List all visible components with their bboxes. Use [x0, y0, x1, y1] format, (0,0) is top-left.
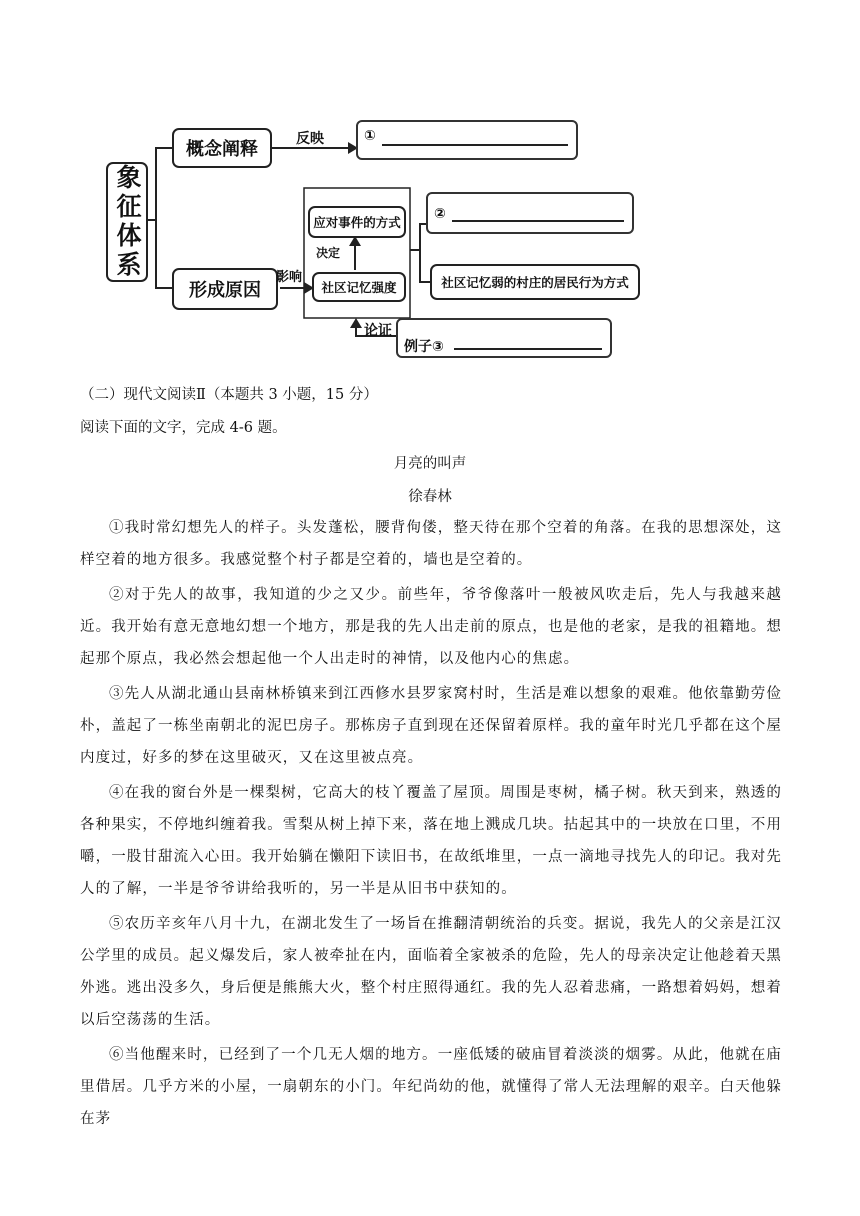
answer-blank-1[interactable] — [356, 120, 578, 160]
section-heading: （二）现代文阅读Ⅱ（本题共 3 小题，15 分） — [80, 387, 378, 403]
blank-3-marker: 例子③ — [404, 339, 444, 355]
paragraph-2: ②对于先人的故事，我知道的少之又少。前些年，爷爷像落叶一般被风吹走后，先人与我越来越近。我开始有意无意地幻想一个地方，那是我的先人出走前的原点，也是他的老家，是我的祖籍地。想起那个原点，我必然会想起他一个人出走时的神情，以及他内心的焦虑。 — [80, 587, 782, 667]
blank-2-marker: ② — [434, 206, 446, 222]
edge-reflect-label: 反映 — [296, 131, 324, 147]
paragraph-5: ⑤农历辛亥年八月十九，在湖北发生了一场旨在推翻清朝统治的兵变。据说，我先人的父亲是江汉公学里的成员。起义爆发后，家人被牵扯在内，面临着全家被杀的危险，先人的母亲决定让他趁着天黑外逃。逃出没多久，身后便是熊熊大火，整个村庄照得通红。我的先人忍着悲痛，一路想着妈妈，想着以后空荡荡的生活。 — [80, 916, 782, 1028]
root-label: 象征体系 — [113, 164, 142, 280]
weak-memory-behavior-box — [430, 264, 640, 300]
blank-2-line — [452, 220, 624, 222]
response-way-label: 应对事件的方式 — [313, 215, 401, 230]
article-author: 徐春林 — [408, 489, 452, 505]
branch-cause-box — [172, 268, 278, 310]
branch-concept-box — [172, 128, 272, 168]
blank-1-line — [382, 144, 568, 146]
concept-diagram — [0, 0, 860, 375]
article-title: 月亮的叫声 — [393, 456, 467, 472]
root-box — [106, 162, 148, 282]
weak-memory-behavior-label: 社区记忆弱的村庄的居民行为方式 — [441, 275, 629, 290]
memory-strength-label: 社区记忆强度 — [321, 280, 397, 295]
article-body — [80, 512, 782, 1135]
paragraph-6: ⑥当他醒来时，已经到了一个几无人烟的地方。一座低矮的破庙冒着淡淡的烟雾。从此，他就在庙里借居。几乎方米的小屋，一扇朝东的小门。年纪尚幼的他，就懂得了常人无法理解的艰辛。白天他躲在茅 — [80, 1047, 782, 1127]
edge-decide-label: 决定 — [316, 246, 341, 260]
answer-blank-3[interactable] — [396, 318, 612, 358]
paragraph-4: ④在我的窗台外是一棵梨树，它高大的枝丫覆盖了屋顶。周围是枣树，橘子树。秋天到来，熟透的各种果实，不停地纠缠着我。雪梨从树上掉下来，落在地上溅成几块。拈起其中的一块放在口里，不用嚼，一股甘甜流入心田。我开始躺在懒阳下读旧书，在故纸堆里，一点一滴地寻找先人的印记。我对先人的了解，一半是爷爷讲给我听的，另一半是从旧书中获知的。 — [80, 785, 782, 897]
edge-prove-label: 论证 — [364, 323, 392, 339]
blank-1-marker: ① — [364, 128, 376, 144]
memory-strength-box — [312, 272, 406, 302]
answer-blank-2[interactable] — [426, 192, 634, 234]
paragraph-1: ①我时常幻想先人的样子。头发蓬松，腰背佝偻，整天待在那个空着的角落。在我的思想深处，这样空着的地方很多。我感觉整个村子都是空着的，墙也是空着的。 — [80, 520, 782, 568]
section-instruction: 阅读下面的文字，完成 4-6 题。 — [80, 420, 287, 436]
paragraph-3: ③先人从湖北通山县南林桥镇来到江西修水县罗家窝村时，生活是难以想象的艰难。他依靠勤劳俭朴，盖起了一栋坐南朝北的泥巴房子。那栋房子直到现在还保留着原样。我的童年时光几乎都在这个屋内度过，好多的梦在这里破灭，又在这里被点亮。 — [80, 686, 782, 766]
response-way-box — [308, 206, 406, 238]
branch-concept-label: 概念阐释 — [186, 139, 258, 160]
edge-influence-label: 影响 — [276, 270, 303, 285]
branch-cause-label: 形成原因 — [189, 280, 261, 301]
blank-3-line — [454, 348, 602, 350]
